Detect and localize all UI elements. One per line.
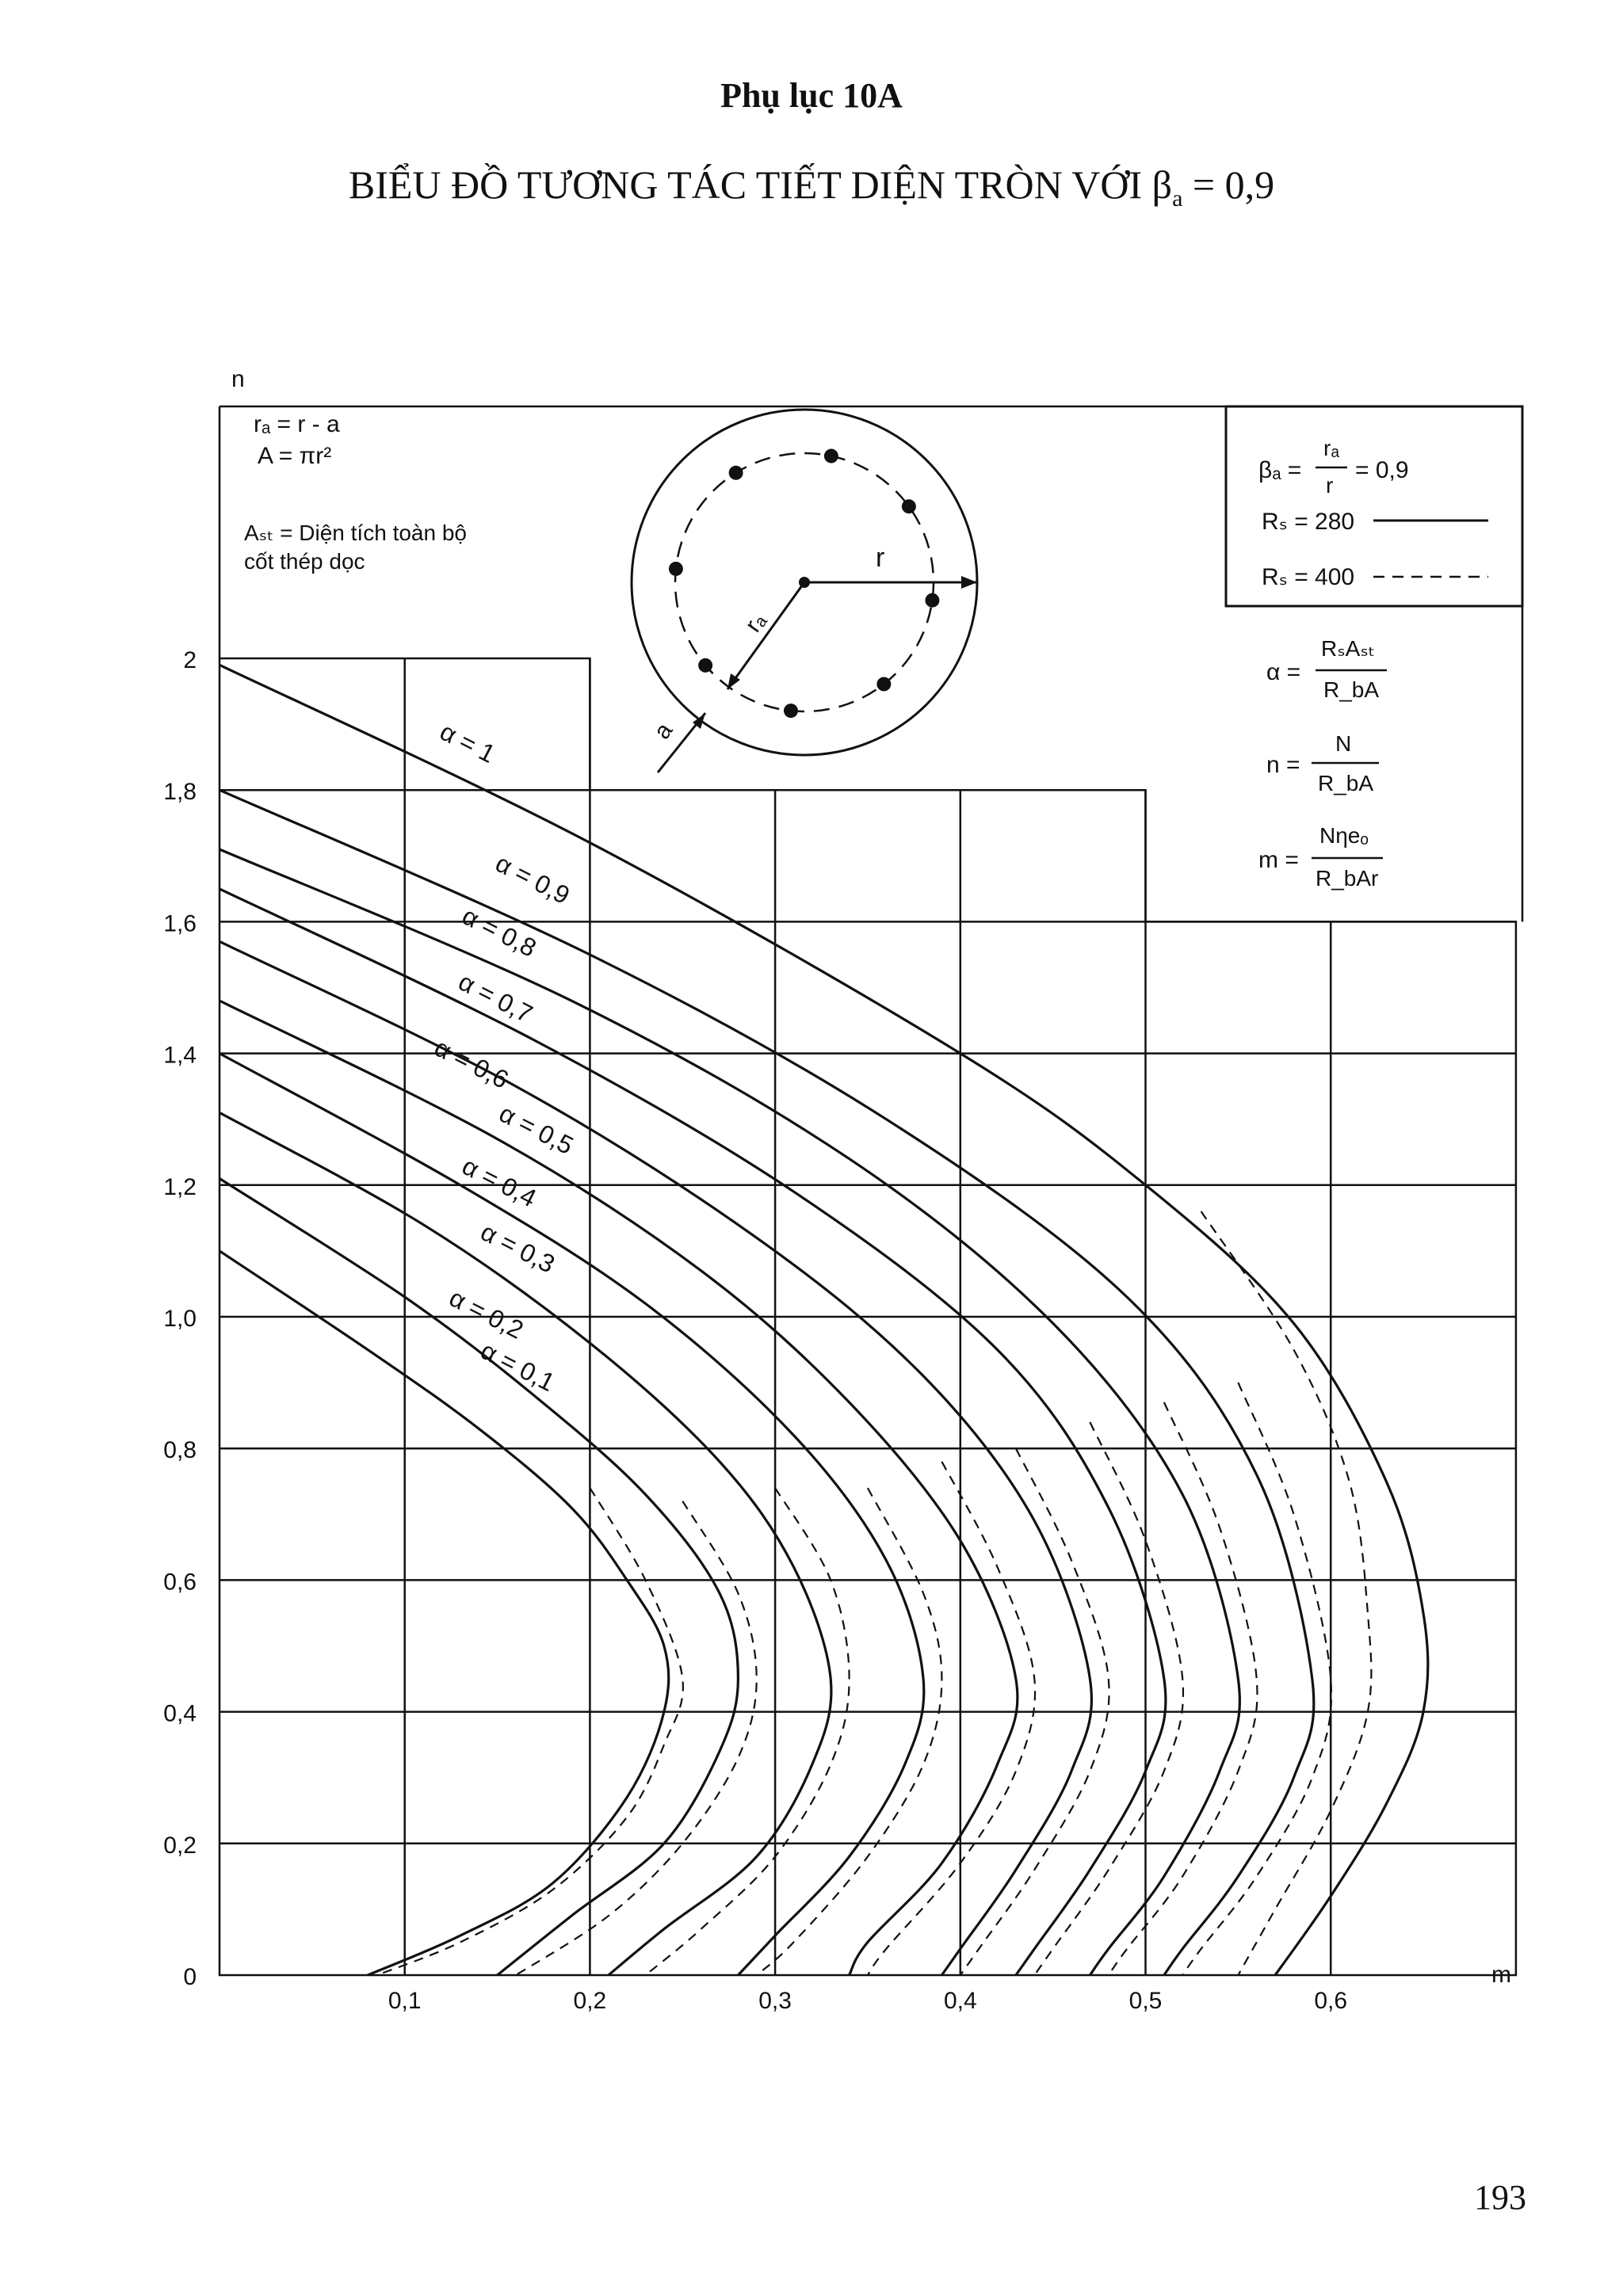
rebar-dot — [876, 677, 891, 691]
legend-rs280-label: Rₛ = 280 — [1262, 509, 1355, 535]
curve-rs280 — [220, 1054, 924, 1975]
section-centre — [799, 577, 810, 588]
formula-alpha-den: R_bA — [1323, 677, 1380, 702]
curve-label: α = 0,1 — [476, 1336, 559, 1398]
chart-axes — [231, 366, 1511, 1988]
x-tick-label: 0,4 — [943, 1988, 977, 2014]
rebar-dot — [698, 658, 712, 673]
curve-labels — [430, 717, 579, 1397]
note-ast: Aₛₜ = Diện tích toàn bộ — [244, 521, 467, 545]
label-a: a — [648, 718, 678, 745]
title-tail: = 0,9 — [1182, 162, 1275, 207]
legend-beta-rhs: = 0,9 — [1355, 457, 1409, 483]
formula-n-lhs: n = — [1266, 752, 1300, 778]
curve-rs280 — [220, 849, 1239, 1975]
formula-n-num: N — [1335, 731, 1352, 756]
rebar-dot — [784, 704, 798, 718]
curve-rs400 — [1182, 1383, 1331, 1975]
legend-beta-lhs: βₐ = — [1258, 457, 1302, 483]
y-tick-label: 0,4 — [163, 1700, 197, 1727]
radius-arrowhead — [961, 576, 977, 589]
curve-rs280 — [220, 1251, 669, 1975]
y-tick-label: 1,2 — [163, 1173, 197, 1200]
label-ra: rₐ — [739, 608, 771, 638]
note-ra: rₐ = r - a — [254, 411, 340, 437]
curve-rs400 — [757, 1488, 942, 1975]
curve-label: α = 0,9 — [491, 849, 575, 910]
rebar-dot — [824, 449, 838, 463]
curve-label: α = 0,4 — [457, 1151, 541, 1213]
y-tick-label: 1,4 — [163, 1042, 197, 1069]
formula-block — [1258, 636, 1387, 891]
y-axis-label: n — [231, 366, 245, 392]
curve-label: α = 1 — [435, 716, 500, 769]
rebar-dot — [902, 499, 916, 513]
formula-alpha-lhs: α = — [1266, 659, 1301, 685]
y-tick-label: 0 — [183, 1964, 197, 1990]
y-tick-label: 0,8 — [163, 1437, 197, 1464]
curve-rs400 — [646, 1488, 850, 1975]
rebar-dot — [669, 562, 683, 576]
page-number: 193 — [1474, 2178, 1526, 2217]
x-tick-label: 0,6 — [1314, 1988, 1348, 2014]
curve-rs400 — [868, 1462, 1035, 1975]
legend-rs400-label: Rₛ = 400 — [1262, 564, 1355, 590]
y-tick-label: 1,8 — [163, 779, 197, 806]
curve-rs280 — [220, 665, 1428, 1975]
legend — [1226, 406, 1522, 606]
y-tick-label: 2 — [183, 647, 197, 673]
curve-rs400 — [1201, 1211, 1372, 1975]
curve-label: α = 0,5 — [495, 1098, 579, 1161]
x-tick-label: 0,3 — [758, 1988, 792, 2014]
x-tick-label: 0,2 — [573, 1988, 607, 2014]
formula-n-den: R_bA — [1318, 771, 1374, 795]
curve-label: α = 0,8 — [457, 901, 541, 963]
y-tick-label: 0,2 — [163, 1832, 197, 1859]
circular-section-diagram — [632, 410, 977, 772]
formula-m-num: Nηeₒ — [1319, 823, 1369, 848]
y-tick-label: 0,6 — [163, 1569, 197, 1596]
curve-set — [220, 665, 1428, 1975]
curve-label: α = 0,2 — [445, 1283, 529, 1344]
appendix-heading: Phụ lục 10A — [720, 76, 903, 115]
legend-beta-den: r — [1326, 473, 1334, 498]
curve-label: α = 0,6 — [430, 1032, 514, 1094]
curve-rs400 — [377, 1488, 683, 1975]
ra-line — [727, 582, 804, 689]
note-area: A = πr² — [258, 443, 332, 469]
curve-rs400 — [516, 1501, 757, 1975]
title-main: BIỂU ĐỒ TƯƠNG TÁC TIẾT DIỆN TRÒN VỚI β — [348, 162, 1173, 207]
formula-m-den: R_bAr — [1316, 866, 1379, 891]
curve-label: α = 0,7 — [453, 967, 537, 1028]
title-subscript: a — [1172, 185, 1183, 212]
y-tick-label: 1,6 — [163, 910, 197, 937]
label-r: r — [876, 543, 885, 573]
x-tick-label: 0,1 — [388, 1988, 422, 2014]
y-tick-label: 1,0 — [163, 1306, 197, 1332]
x-tick-label: 0,5 — [1128, 1988, 1163, 2014]
formula-m-lhs: m = — [1258, 847, 1299, 873]
x-axis-label: m — [1491, 1962, 1511, 1988]
formula-alpha-num: RₛAₛₜ — [1321, 636, 1376, 661]
curve-rs280 — [220, 790, 1314, 1975]
notes-block — [244, 411, 467, 574]
legend-beta-num: rₐ — [1323, 436, 1339, 460]
rebar-dot — [729, 466, 743, 480]
curve-label: α = 0,3 — [476, 1217, 559, 1279]
rebar-dot — [925, 593, 939, 608]
note-ast-cont: cốt thép dọc — [244, 549, 365, 574]
